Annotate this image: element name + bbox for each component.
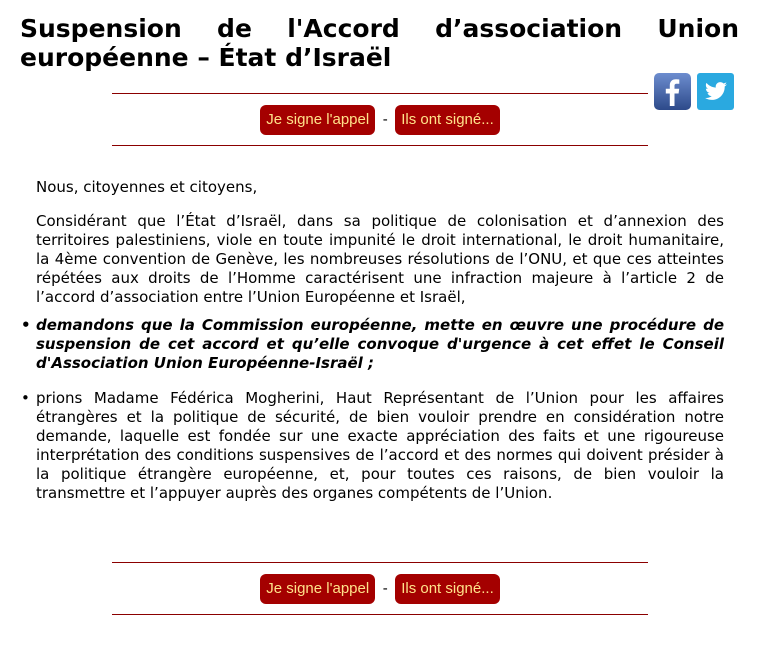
demand-text: demandons que la Commission européenne, mette en œuvre une procédure de suspension de cet accord et qu’elle convoque d'urgence à cet effet le Conseil d'Association Union Européenne-Israël ; — [36, 316, 724, 372]
appeal-text — [21, 178, 724, 514]
top-rule-upper — [112, 93, 648, 94]
appeal-list — [21, 316, 724, 503]
bottom-button-row — [112, 574, 648, 604]
list-item-request — [21, 389, 724, 503]
page-title: Suspension de l'Accord d’association Union européenne – État d’Israël — [20, 14, 739, 72]
considerant-paragraph: Considérant que l’État d’Israël, dans sa politique de colonisation et d’annexion des territoires palestiniens, viole en toute impunité le droit international, le droit humanitaire, la 4ème convention de Genève, les nombreuses résolutions de l’ONU, et que ces atteintes répétées aux droits de l’Homme caractérisent une infraction majeure à l’article 2 de l’accord d’association entre l’Union Européenne et Israël, — [36, 212, 724, 306]
button-separator-top: - — [382, 111, 388, 128]
sign-appeal-button-bottom[interactable]: Je signe l'appel — [260, 574, 375, 604]
twitter-icon — [697, 73, 734, 110]
sign-appeal-button-top[interactable]: Je signe l'appel — [260, 105, 375, 135]
bullet: • — [21, 389, 30, 407]
greeting: Nous, citoyennes et citoyens, — [36, 178, 258, 196]
request-text: prions Madame Fédérica Mogherini, Haut Représentant de l’Union pour les affaires étrangères et la politique de sécurité, de bien vouloir prendre en considération notre demande, laquelle est fondée sur une exacte appréciation des faits et une rigoureuse interprétation des conditions suspensives de l’accord et des normes qui doivent présider à la politique étrangère européenne, et, pour toutes ces raisons, de bien vouloir la transmettre et l’appuyer auprès des organes compétents de l’Union. — [36, 389, 724, 502]
top-button-row — [112, 105, 648, 135]
bottom-rule-upper — [112, 562, 648, 563]
signatories-button-bottom[interactable]: Ils ont signé... — [395, 574, 500, 604]
bottom-rule-lower — [112, 614, 648, 615]
signatories-button-top[interactable]: Ils ont signé... — [395, 105, 500, 135]
top-rule-lower — [112, 145, 648, 146]
facebook-icon — [654, 73, 691, 110]
bullet: • — [21, 316, 31, 334]
list-item-demand — [21, 316, 724, 373]
twitter-share-button[interactable] — [697, 73, 734, 110]
facebook-share-button[interactable] — [654, 73, 691, 110]
button-separator-bottom: - — [382, 580, 388, 597]
